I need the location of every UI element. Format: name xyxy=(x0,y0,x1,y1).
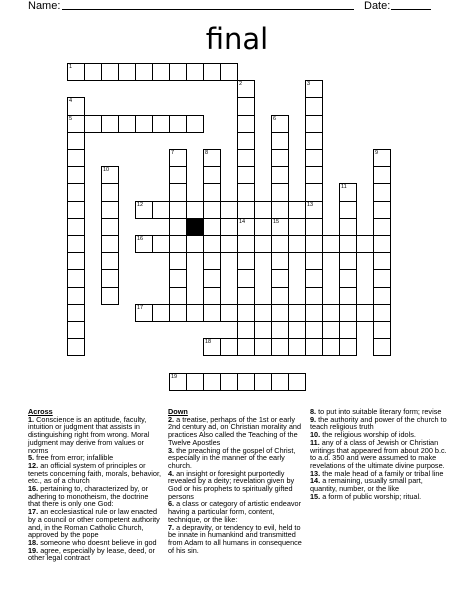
clue-number: 10 xyxy=(103,167,110,174)
clue-item-text: a treatise, perhaps of the 1st or early 2nd century ad, on Christian morality and practices Also called the Teaching of the Twelve Apostles xyxy=(168,414,302,447)
grid-cell[interactable] xyxy=(305,80,323,98)
grid-cell[interactable] xyxy=(84,115,102,133)
grid-cell[interactable] xyxy=(373,287,391,305)
grid-cell[interactable] xyxy=(254,373,272,391)
date-label: Date: xyxy=(364,0,391,12)
grid-cell[interactable] xyxy=(152,235,170,253)
grid-cell[interactable] xyxy=(305,269,323,287)
grid-cell[interactable] xyxy=(237,149,255,167)
grid-cell[interactable] xyxy=(339,321,357,339)
grid-cell[interactable] xyxy=(339,252,357,270)
grid-cell[interactable] xyxy=(203,235,221,253)
clue-item-text: pertaining to, characterized by, or adhering to monotheism, the doctrine that there is only one God: xyxy=(28,484,149,509)
grid-cell[interactable] xyxy=(237,235,255,253)
grid-cell[interactable] xyxy=(254,235,272,253)
grid-cell[interactable] xyxy=(237,304,255,322)
clue-item xyxy=(28,416,162,455)
grid-cell[interactable] xyxy=(305,218,323,236)
grid-cell[interactable] xyxy=(339,201,357,219)
grid-cell[interactable] xyxy=(288,373,306,391)
grid-cell[interactable] xyxy=(67,338,85,356)
clue-item-number: 7. xyxy=(168,522,175,532)
grid-cell[interactable] xyxy=(356,304,374,322)
grid-cell[interactable] xyxy=(254,201,272,219)
clue-number: 7 xyxy=(171,150,175,156)
grid-cell[interactable] xyxy=(305,287,323,305)
clue-item-text: free from error; infallible xyxy=(36,453,114,463)
grid-cell[interactable] xyxy=(237,252,255,270)
grid-cell[interactable] xyxy=(101,63,119,81)
grid-cell[interactable] xyxy=(237,201,255,219)
grid-cell[interactable] xyxy=(271,269,289,287)
grid-cell[interactable] xyxy=(237,269,255,287)
clue-item-number: 10. xyxy=(310,430,321,440)
grid-cell[interactable] xyxy=(237,183,255,201)
grid-cell[interactable] xyxy=(101,269,119,287)
clue-number: 3 xyxy=(307,81,311,88)
grid-cell[interactable] xyxy=(237,166,255,184)
grid-cell[interactable] xyxy=(101,287,119,305)
grid-cell[interactable] xyxy=(152,115,170,133)
grid-cell[interactable] xyxy=(305,252,323,270)
grid-cell[interactable] xyxy=(169,183,187,201)
grid-cell[interactable] xyxy=(67,269,85,287)
grid-cell[interactable] xyxy=(373,235,391,253)
grid-cell[interactable] xyxy=(237,338,255,356)
grid-cell[interactable] xyxy=(305,149,323,167)
clue-item-number: 15. xyxy=(310,491,321,501)
name-label: Name: xyxy=(28,0,61,12)
clue-item-text: the authority and power of the church to teach religious truth xyxy=(310,414,447,432)
grid-cell[interactable] xyxy=(271,166,289,184)
grid-cell[interactable] xyxy=(101,115,119,133)
grid-cell[interactable] xyxy=(288,338,306,356)
grid-cell[interactable] xyxy=(152,201,170,219)
clue-number: 18 xyxy=(205,339,212,346)
grid-cell[interactable] xyxy=(220,373,238,391)
clue-item-number: 6. xyxy=(168,499,175,509)
grid-cell[interactable] xyxy=(67,149,85,167)
clue-item xyxy=(168,470,304,501)
grid-cell[interactable] xyxy=(237,218,255,236)
clue-item-number: 4. xyxy=(168,468,175,478)
grid-cell[interactable] xyxy=(288,235,306,253)
grid-cell[interactable] xyxy=(305,97,323,115)
clue-number: 5 xyxy=(69,115,73,122)
down-clues xyxy=(168,408,304,554)
clue-item-number: 19. xyxy=(28,545,39,555)
grid-cell[interactable] xyxy=(169,201,187,219)
grid-cell[interactable] xyxy=(101,218,119,236)
clue-item-text: an ecclesiastical rule or law enacted by a council or other competent authority and, in the Roman Catholic Church, approved by the pope xyxy=(28,507,160,540)
clue-item-number: 16. xyxy=(28,484,39,494)
grid-cell[interactable] xyxy=(152,304,170,322)
grid-cell[interactable] xyxy=(169,373,187,391)
grid-cell[interactable] xyxy=(271,149,289,167)
grid-cell[interactable] xyxy=(305,183,323,201)
grid-cell[interactable] xyxy=(220,201,238,219)
grid-cell[interactable] xyxy=(169,304,187,322)
grid-cell[interactable] xyxy=(305,166,323,184)
grid-cell[interactable] xyxy=(203,149,221,167)
clue-number: 15 xyxy=(273,218,280,225)
across-clues xyxy=(28,408,162,562)
grid-cell[interactable] xyxy=(169,166,187,184)
grid-cell[interactable] xyxy=(237,97,255,115)
grid-cell[interactable] xyxy=(322,304,340,322)
clue-item-number: 3. xyxy=(168,445,175,455)
grid-cell[interactable] xyxy=(67,97,85,115)
grid-cell[interactable] xyxy=(271,115,289,133)
clue-item xyxy=(168,500,304,523)
grid-cell[interactable] xyxy=(305,201,323,219)
grid-cell[interactable] xyxy=(237,132,255,150)
clue-item-number: 14. xyxy=(310,476,321,486)
clue-item xyxy=(310,416,448,431)
grid-cell[interactable] xyxy=(373,183,391,201)
grid-cell[interactable] xyxy=(339,183,357,201)
grid-cell[interactable] xyxy=(271,304,289,322)
grid-cell[interactable] xyxy=(203,252,221,270)
grid-cell[interactable] xyxy=(152,63,170,81)
grid-cell[interactable] xyxy=(271,252,289,270)
clue-number: 1 xyxy=(69,64,73,70)
grid-cell[interactable] xyxy=(67,166,85,184)
grid-cell[interactable] xyxy=(67,304,85,322)
grid-cell[interactable] xyxy=(118,63,136,81)
clue-item-text: an insight or foresight purportedly revealed by a deity; revelation given by God or his prophets to spiritually gifted persons xyxy=(168,468,295,501)
clue-item-number: 5. xyxy=(28,453,35,463)
clue-item-text: a depravity, or tendency to evil, held to be innate in humankind and transmitted from Adam to all humans in consequence of his sin. xyxy=(168,522,302,555)
clue-item xyxy=(168,524,304,555)
grid-cell[interactable] xyxy=(220,338,238,356)
grid-cell[interactable] xyxy=(339,304,357,322)
clue-number: 17 xyxy=(137,304,144,311)
grid-cell[interactable] xyxy=(356,235,374,253)
clue-item-text: agree, especially by lease, deed, or other legal contract xyxy=(28,545,155,563)
clue-item xyxy=(168,416,304,447)
grid-cell[interactable] xyxy=(169,235,187,253)
clue-number: 9 xyxy=(375,150,379,156)
grid-cell[interactable] xyxy=(67,287,85,305)
grid-cell[interactable] xyxy=(169,115,187,133)
grid-cell[interactable] xyxy=(237,80,255,98)
clue-item-text: someone who doesnt believe in god xyxy=(40,537,157,547)
clue-number: 4 xyxy=(69,98,73,105)
grid-cell[interactable] xyxy=(305,235,323,253)
grid-cell[interactable] xyxy=(67,252,85,270)
grid-cell[interactable] xyxy=(373,269,391,287)
grid-cell[interactable] xyxy=(169,252,187,270)
grid-cell[interactable] xyxy=(322,235,340,253)
grid-cell[interactable] xyxy=(84,63,102,81)
grid-cell[interactable] xyxy=(169,218,187,236)
clue-item-text: any of a class of Jewish or Christian writings that appeared from about 200 b.c. to a.d. 350 and were assumed to make revelations of the ultimate divine purpose. xyxy=(310,437,447,470)
clue-item xyxy=(28,547,162,562)
grid-cell[interactable] xyxy=(373,201,391,219)
grid-cell[interactable] xyxy=(305,304,323,322)
grid-cell[interactable] xyxy=(169,269,187,287)
grid-cell[interactable] xyxy=(67,183,85,201)
grid-cell[interactable] xyxy=(271,235,289,253)
across-heading: Across xyxy=(28,407,53,416)
puzzle-title: final xyxy=(205,22,269,56)
grid-cell[interactable] xyxy=(271,287,289,305)
clue-item xyxy=(168,447,304,470)
clue-item-number: 12. xyxy=(28,460,39,470)
grid-cell[interactable] xyxy=(271,201,289,219)
clue-item-number: 2. xyxy=(168,414,175,424)
grid-cell[interactable] xyxy=(271,132,289,150)
grid-cell[interactable] xyxy=(305,338,323,356)
grid-cell[interactable] xyxy=(373,304,391,322)
grid-cell[interactable] xyxy=(203,201,221,219)
clue-number: 16 xyxy=(137,236,144,242)
grid-cell[interactable] xyxy=(67,115,85,133)
grid-cell[interactable] xyxy=(237,287,255,305)
clue-item-text: Conscience is an aptitude, faculty, intuition or judgment that assists in distinguishing right from wrong. Moral judgment may derive from values or norms xyxy=(28,414,150,455)
grid-cell[interactable] xyxy=(101,166,119,184)
grid-cell[interactable] xyxy=(169,63,187,81)
clue-item xyxy=(310,477,448,492)
grid-cell[interactable] xyxy=(373,321,391,339)
grid-cell[interactable] xyxy=(186,304,204,322)
grid-cell[interactable] xyxy=(271,183,289,201)
grid-cell[interactable] xyxy=(67,63,85,81)
clue-item-number: 1. xyxy=(28,414,35,424)
down-list xyxy=(168,416,304,555)
clue-item-text: to put into suitable literary form; revise xyxy=(318,407,442,416)
clue-item-text: a class or category of artistic endeavor having a particular form, content, technique, or the like: xyxy=(168,499,302,524)
grid-cell[interactable] xyxy=(254,338,272,356)
grid-cell[interactable] xyxy=(203,63,221,81)
grid-cell[interactable] xyxy=(135,115,153,133)
grid-cell[interactable] xyxy=(186,373,204,391)
grid-cell[interactable] xyxy=(271,338,289,356)
clue-item xyxy=(310,493,448,501)
grid-cell[interactable] xyxy=(220,63,238,81)
grid-cell[interactable] xyxy=(339,218,357,236)
grid-cell[interactable] xyxy=(135,201,153,219)
grid-cell[interactable] xyxy=(237,115,255,133)
grid-cell[interactable] xyxy=(186,235,204,253)
clue-item xyxy=(28,462,162,485)
clue-number: 12 xyxy=(137,201,144,208)
clue-item-text: the religious worship of idols. xyxy=(322,430,416,440)
grid-cell[interactable] xyxy=(373,166,391,184)
clue-item xyxy=(28,508,162,539)
grid-cell[interactable] xyxy=(203,304,221,322)
clue-number: 11 xyxy=(341,184,347,191)
grid-cell[interactable] xyxy=(288,304,306,322)
clue-number: 6 xyxy=(273,115,277,122)
clue-item-number: 17. xyxy=(28,507,39,517)
grid-cell[interactable] xyxy=(254,304,272,322)
grid-cell[interactable] xyxy=(373,149,391,167)
clue-item-number: 11. xyxy=(310,437,320,447)
clue-item-number: 8. xyxy=(310,407,317,416)
grid-cell[interactable] xyxy=(322,338,340,356)
clue-item-text: a form of public worship; ritual. xyxy=(322,491,422,501)
across-list xyxy=(28,416,162,562)
grid-cell[interactable] xyxy=(101,252,119,270)
grid-cell[interactable] xyxy=(67,132,85,150)
clue-item-number: 18. xyxy=(28,537,39,547)
grid-cell[interactable] xyxy=(339,269,357,287)
clue-item-text: the male head of a family or tribal line xyxy=(322,468,444,478)
black-square xyxy=(186,218,204,236)
grid-cell[interactable] xyxy=(271,373,289,391)
grid-cell[interactable] xyxy=(67,235,85,253)
clue-item-number: 9. xyxy=(310,414,317,424)
grid-cell[interactable] xyxy=(288,201,306,219)
grid-cell[interactable] xyxy=(203,269,221,287)
grid-cell[interactable] xyxy=(271,321,289,339)
grid-cell[interactable] xyxy=(339,287,357,305)
clue-number: 19 xyxy=(171,373,178,380)
clue-number: 14 xyxy=(239,218,246,225)
clue-item xyxy=(28,485,162,508)
grid-cell[interactable] xyxy=(186,63,204,81)
grid-cell[interactable] xyxy=(373,338,391,356)
clue-item-text: the preaching of the gospel of Christ, especially in the manner of the early church. xyxy=(168,445,296,470)
grid-cell[interactable] xyxy=(118,115,136,133)
grid-cell[interactable] xyxy=(305,132,323,150)
clue-item-text: a remaining, usually small part, quantity, number, or the like xyxy=(310,476,423,494)
grid-cell[interactable] xyxy=(203,183,221,201)
grid-cell[interactable] xyxy=(203,287,221,305)
grid-cell[interactable] xyxy=(101,235,119,253)
grid-cell[interactable] xyxy=(339,338,357,356)
grid-cell[interactable] xyxy=(67,218,85,236)
grid-cell[interactable] xyxy=(135,235,153,253)
grid-cell[interactable] xyxy=(203,218,221,236)
clue-item xyxy=(310,439,448,470)
grid-cell[interactable] xyxy=(169,287,187,305)
grid-cell[interactable] xyxy=(135,304,153,322)
grid-cell[interactable] xyxy=(203,166,221,184)
grid-cell[interactable] xyxy=(305,321,323,339)
grid-cell[interactable] xyxy=(373,218,391,236)
grid-cell[interactable] xyxy=(339,235,357,253)
grid-cell[interactable] xyxy=(373,252,391,270)
clue-number: 8 xyxy=(205,150,209,156)
grid-cell[interactable] xyxy=(203,373,221,391)
down-heading: Down xyxy=(168,407,188,416)
clue-item-text: an official system of principles or tenets concerning faith, morals, behavior, etc., as of a church xyxy=(28,460,162,486)
grid-cell[interactable] xyxy=(186,115,204,133)
grid-cell[interactable] xyxy=(220,235,238,253)
down-list-continued xyxy=(310,408,448,500)
grid-cell[interactable] xyxy=(101,183,119,201)
grid-cell[interactable] xyxy=(186,201,204,219)
clue-number: 2 xyxy=(239,81,243,88)
grid-cell[interactable] xyxy=(271,218,289,236)
grid-cell[interactable] xyxy=(135,63,153,81)
grid-cell[interactable] xyxy=(67,201,85,219)
clue-item-number: 13. xyxy=(310,468,321,478)
grid-cell[interactable] xyxy=(67,321,85,339)
grid-cell[interactable] xyxy=(101,201,119,219)
grid-cell[interactable] xyxy=(237,321,255,339)
grid-cell[interactable] xyxy=(169,149,187,167)
grid-cell[interactable] xyxy=(220,304,238,322)
grid-cell[interactable] xyxy=(203,338,221,356)
grid-cell[interactable] xyxy=(305,115,323,133)
grid-cell[interactable] xyxy=(237,373,255,391)
clue-number: 13 xyxy=(307,201,314,208)
down-clues-continued xyxy=(310,408,448,500)
